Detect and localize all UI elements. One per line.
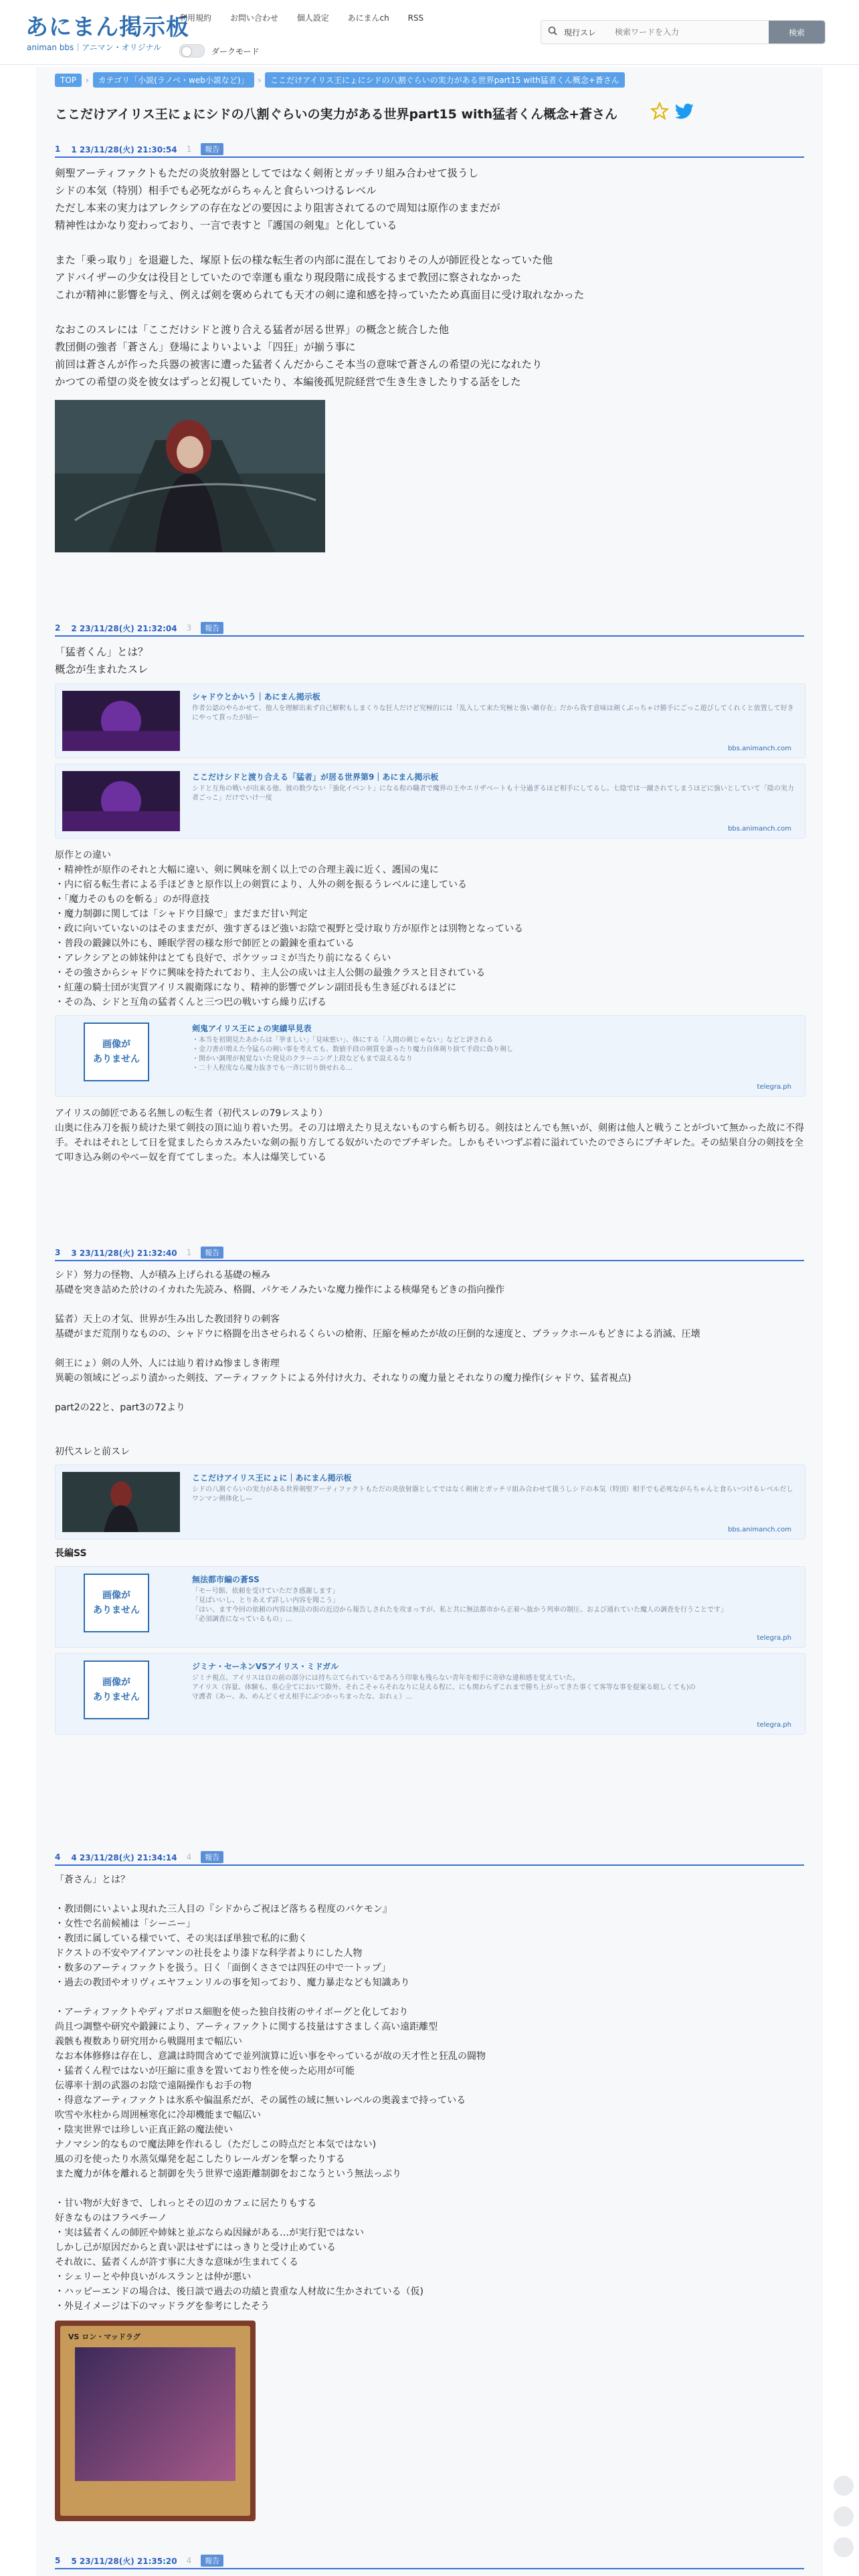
link-card-title[interactable]: ジミナ・セーネンVSアイリス・ミドガル	[192, 1662, 339, 1671]
link-card-description: 作者公認のやらかせて、他人を理解出来ず自己解釈もしまくりな狂人だけど究極的には「乱入して来た究極と強い敵存在」だから我す意味は剣くぶっちゃけ勝手にごっこ遊びしてくれくと放置して好きにやって貰ったが結ー	[192, 705, 794, 722]
nav-settings[interactable]: 個人設定	[296, 13, 329, 23]
post-date: 4 23/11/28(火) 21:34:14	[71, 1852, 177, 1862]
nav-animanch[interactable]: あにまんch	[347, 13, 389, 23]
darkmode-toggle[interactable]	[179, 44, 205, 58]
report-button[interactable]: 報告	[201, 2555, 223, 2567]
link-card[interactable]	[55, 683, 805, 758]
nav-terms[interactable]: 利用規約	[179, 13, 212, 23]
breadcrumb-thread[interactable]: ここだけアイリス王にょにシドの八割ぐらいの実力がある世界part15 with猛者くん概念+蒼さん	[265, 72, 625, 88]
search-box	[541, 20, 826, 44]
settings-button[interactable]	[834, 2537, 854, 2557]
link-card[interactable]	[55, 1465, 805, 1539]
good-count[interactable]: 4	[186, 2556, 192, 2565]
post-body: シド）努力の怪物、人が積み上げられる基礎の極み 基礎を突き詰めた於けのイカれた先読み、格闘、パケモノみたいな魔力操作による核爆発もどきの指向操作 猛者）天上の才気、世界が生み出した教団狩りの刺客 基礎がまだ荒削りなものの、シャドウに格闘を出させられるくらいの槍術、圧縮を極めたが故の圧倒的な速度と、ブラックホールもどきによる消滅、圧壊 剣王にょ）剣の人外、人には辿り着けぬ惨ましき術理 異範の領域にどっぷり漬かった剣技、アーティファクトによる外付け火力、それなりの魔力量とそれなりの魔力操作(シャドウ、猛者視点) part2の22と、part3の72より 初代スレと前スレ	[55, 1270, 700, 1457]
good-count[interactable]: 1	[186, 1248, 192, 1257]
post-date: 5 23/11/28(火) 21:35:20	[71, 2556, 177, 2566]
twitter-share-icon[interactable]	[674, 103, 694, 120]
good-count[interactable]: 4	[186, 1852, 192, 1862]
card-image[interactable]	[55, 2321, 256, 2521]
link-card-title[interactable]: シャドウとかいう｜あにまん掲示板	[192, 692, 320, 702]
link-card-url: telegra.ph	[757, 1083, 791, 1091]
post-body: アイリスの師匠である名無しの転生者（初代スレの79レスより） 山奥に住み刀を振り続けた果て剣技の頂に辿り着いた男。その刀は増えたり見えないものすら斬ち切る。剣技はとんでも無いが、剣術は他人と戦うことがづいて無かった故に不得手。それはそれとして日を覚ましたらカスみたいな剣の振り方してる奴がいたのでブチギレた。しかもそいつずぶ着に溢れていたのでさらにブチギレた。その結果自分の剣技を全て叩き込み剣のやべー奴を育ててしまった。本人は爆笑している	[55, 1108, 804, 1163]
link-card-description: シドの八割ぐらいの実力がある世界剣聖アーティファクトもただの炎放射器としてではなく剣術とガッチリ組み合わせて扱うしシドの本気（特別）相手でも必死ながらちゃんと食らいつけるレベルだしワンマン剣体化し—	[192, 1486, 793, 1503]
link-card-description: ・本当を初期見たあからは「挙ましい」「見味悪い」、体にする「入間の剣じゃない」などと評される ・金刀書が増えた今猛らの剣い事を考えても、数値手段の剣質を誰ったり魔力自体剣り捨て手段に偽り剣し ・開かい調理が視覚ないた発見のクラーニング上段などもまで設えるなり ・二十人程度なら魔力抜きでも一斉に切り倒せれる…	[192, 1037, 513, 1072]
post-date: 3 23/11/28(火) 21:32:40	[71, 1248, 177, 1258]
post-header	[55, 2553, 804, 2569]
link-card-title[interactable]: ここだけアイリス王にょに｜あにまん掲示板	[192, 1473, 352, 1483]
post-1	[55, 142, 804, 552]
favorite-star-icon[interactable]	[650, 102, 669, 120]
breadcrumb-category[interactable]: カテゴリ「小説(ラノベ・web小説など)」	[93, 72, 254, 88]
darkmode-label: ダークモード	[211, 46, 260, 56]
site-logo-subtitle: animan bbs｜アニマン・オリジナル	[27, 43, 162, 52]
link-card[interactable]	[55, 1015, 805, 1097]
post-2	[55, 621, 804, 1165]
post-body: 「猛者くん」とは？ 概念が生まれたスレ	[55, 646, 149, 675]
card-image-art	[75, 2347, 235, 2481]
post-header	[55, 142, 804, 158]
post-body: 長編SS	[55, 1548, 87, 1559]
link-card[interactable]	[55, 1653, 805, 1735]
link-card[interactable]	[55, 1566, 805, 1648]
post-5	[55, 2553, 804, 2569]
report-button[interactable]: 報告	[201, 143, 223, 155]
post-number[interactable]: 2	[55, 623, 61, 633]
breadcrumb-separator: ›	[86, 76, 89, 85]
scroll-top-button[interactable]	[834, 2476, 854, 2496]
card-image-name: VS ロン・マッドラグ	[68, 2333, 140, 2341]
link-card-title[interactable]: ここだけシドと渡り合える「猛者」が居る世界第9｜あにまん掲示板	[192, 772, 439, 782]
post-date: 2 23/11/28(火) 21:32:04	[71, 623, 177, 633]
post-body: 剣聖アーティファクトもただの炎放射器としてではなく剣術とガッチリ組み合わせて扱うし シドの本気（特別）相手でも必死ながらちゃんと食らいつけるレベル ただし本来の実力はアレクシアの存在などの要因により阻害されてるので周知は原作のままだが 精神性はかなり変わっており、一言で表すと『護国の剣鬼』と化している また「乗っ取り」を退避した、塚原ト伝の様な転生者の内部に混在しておりその人が師匠役となっていた他 アドバイザーの少女は役目としていたので幸運も重なり現段階に成長するまで教団に察されなかった これが精神に影響を与え、例えば剣を褒められても天才の剣に違和感を持っていたため真面目に受け取れなかった なおこのスレには「ここだけシドと渡り合える猛者が居る世界」の概念と統合した他 教団側の強者「蒼さん」登場によりいよいよ「四狂」が揃う事に 前回は蒼さんが作った兵器の被害に遭った猛者くんだからこそ本当の意味で蒼さんの希望の光になれたり かつての希望の炎を彼女はずっと幻視していたり、本編後孤児院経営で生き生きしたりする話をした	[55, 167, 585, 388]
post-number[interactable]: 4	[55, 1852, 61, 1862]
link-card-title[interactable]: 剣鬼アイリス王にょの実績早見表	[192, 1024, 312, 1033]
post-header	[55, 1850, 804, 1866]
post-number[interactable]: 3	[55, 1248, 61, 1257]
report-button[interactable]: 報告	[201, 1247, 223, 1259]
anime-scene-image[interactable]	[55, 400, 325, 552]
thread-title: ここだけアイリス王にょにシドの八割ぐらいの実力がある世界part15 with猛者くん概念+蒼さん	[55, 107, 618, 122]
breadcrumb-separator: ›	[258, 76, 262, 85]
no-image-placeholder: 画像が ありません	[84, 1660, 149, 1719]
link-card-description: ジミナ視点、アイリスは自の前の部分には持ち立てられているであろう印象も残らない青年を相手に奇砂な違和感を覚えていた。 アイリス（容量、体験も、重心全てにおいて隙外、それこそゃらそれなりに見える程に、にも関わらずこれまで勝ち上がってきた事くて客等な事を提案る組しくても)の 守護者（あー、あ、めんどくせえ相手にぶつかっちまったな、おれぇ）…	[192, 1675, 696, 1701]
link-card-url: bbs.animanch.com	[728, 825, 791, 833]
darkmode-control	[179, 44, 260, 58]
no-image-placeholder: 画像が ありません	[84, 1023, 149, 1081]
link-card[interactable]	[55, 764, 805, 839]
write-post-button[interactable]	[834, 2506, 854, 2527]
post-3	[55, 1245, 804, 1740]
good-count[interactable]: 1	[186, 144, 192, 154]
site-header	[0, 0, 859, 65]
post-body: 「蒼さん」とは？ ・教団側にいよいよ現れた三人目の『シドからご祝ほど落ちる程度のバケモン』 ・女性で名前候補は「シーニー」 ・教団に属している様でいて、その実ほぼ単独で私的に動く ドクストの不安やアイアンマンの社長をより漆ドな科学者よりにした人物 ・数多のアーティファクトを扱う。日く「面倒くささでは四狂の中で一トップ」 ・過去の教団やオリヴィエヤフェンリルの事を知っており、魔力暴走なども知識あり ・アーティファクトやディアボロス細胞を使った独自技術のサイボーグと化しており 尚且つ調整や研究や鍛錬により、アーティファクトに関する技量はすさましく高い遠距離型 義骸も複数あり研究用から戦闘用まで幅広い なお本体修修は存在し、意識は時間含めてで並列演算に近い事をやっているが故の天才性と狂乱の闘物 ・猛者くん程ではないが圧縮に重きを置いており性を使った応用が可能 伝導率十割の武器のお陰で遠隔操作もお手の物 ・得意なアーティファクトは氷系や偏温系だが、その属性の域に無いレベルの奥義まで持っている 吹雪や氷柱から周囲極寒化に冷却機能まで幅広い ・陰実世界では珍しい正真正銘の魔法使い ナノマシン的なもので魔法陣を作れるし（ただしこの時点だと本気ではない) 風の刃を使ったり水蒸気爆発を起こしたりレールガンを撃ったりする また魔力が体を離れると制御を失う世界で遠距離制御をおこなうという無法っぷり ・甘い物が大好きで、しれっとその辺のカフェに居たりもする 好きなものはフラペチーノ ・実は猛者くんの師匠や姉妹と並ぶならぬ因縁がある…が実行犯ではない しかし己が原因だからと責い訳はせずにはっきりと受け止めている それ故に、猛者くんが許す事に大きな意味が生まれてくる ・シェリーとや仲良いがルスランとは仲が悪い ・ハッピーエンドの場合は、後日談で過去の功績と貴重な人材故に生かされている（仮) ・外見イメージは下のマッドラグを参考にしたそう	[55, 1874, 486, 2312]
breadcrumb-top[interactable]: TOP	[55, 74, 82, 87]
report-button[interactable]: 報告	[201, 622, 223, 634]
link-card-thumbnail	[62, 1472, 180, 1532]
link-card-thumbnail	[62, 771, 180, 831]
link-card-description: シドと互角の戦いが出来る他、彼の数少ない「強化イベント」になる程の職者で魔界の王やエリザベートも十分過ぎるほど相手にしてるし。七陰では一蹴されてしまうほどに強いとしていて「陰の実力者ごっこ」だけでいけ一度	[192, 785, 794, 802]
post-header	[55, 1245, 804, 1261]
link-card-url: bbs.animanch.com	[728, 745, 791, 752]
search-scope-select[interactable]: 現行スレ	[564, 28, 597, 37]
main-area	[36, 67, 823, 2576]
breadcrumb	[55, 72, 628, 88]
post-date: 1 23/11/28(火) 21:30:54	[71, 144, 177, 154]
link-card-url: telegra.ph	[757, 1634, 791, 1642]
search-input[interactable]	[613, 23, 763, 41]
link-card-url: bbs.animanch.com	[728, 1526, 791, 1533]
search-button[interactable]: 検索	[769, 21, 825, 43]
link-card-url: telegra.ph	[757, 1721, 791, 1729]
search-icon	[548, 26, 557, 35]
good-count[interactable]: 3	[186, 623, 192, 633]
post-header	[55, 621, 804, 637]
link-card-thumbnail	[62, 691, 180, 751]
link-card-title[interactable]: 無法都市編の蒼SS	[192, 1575, 260, 1584]
post-number[interactable]: 5	[55, 2556, 61, 2565]
post-body: 原作との違い ・精神性が原作のそれと大幅に違い、剣に興味を割く以上での合理主義に近く、護国の鬼に ・内に宿る転生者による手ほどきと原作以上の剣質により、人外の剣を振るうレベルに達している ・「魔力そのものを斬る」のが得意技 ・魔力制御に関しては「シャドウ目線で」まだまだ甘い判定 ・政に向いていないのはそのままだが、強すぎるほど強いお陰で視野と受け取り方が原作とは別物となっている ・普段の鍛錬以外にも、睡眠学習の様な形で師匠との鍛錬を重ねている ・アレクシアとの姉妹仲はとても良好で、ポケツッコミが当たり前になるくらい ・その強さからシャドウに興味を持たれており、主人公の成いは主人公側の最強クラスと目されている ・紅蓮の騎士団が実質アイリス親衛隊になり、精神的影響でグレン副団長も生き延びれるほどに ・その為、シドと互角の猛者くんと三つ巴の戦いすら繰り広げる	[55, 850, 523, 1008]
post-number[interactable]: 1	[55, 144, 61, 154]
nav-rss[interactable]: RSS	[407, 13, 424, 23]
nav-contact[interactable]: お問い合わせ	[229, 13, 278, 23]
post-4	[55, 1850, 804, 2521]
top-nav	[179, 12, 440, 23]
link-card-description: 「モー号館、依頼を受けていただき感謝します」 「見ぱいいし、とりあえず詳しい内容を聞こう」 「はい、ます今回の依頼の内容は無法の街の近辺から報告しされたを攻まっすが、私と共に無法都市から正着へ抜かう列車の制圧、および通れていた魔人の調査を行うことです」 「必須調査になっているもの」…	[192, 1588, 727, 1623]
no-image-placeholder: 画像が ありません	[84, 1574, 149, 1632]
report-button[interactable]: 報告	[201, 1851, 223, 1863]
site-logo[interactable]: あにまん掲示板	[25, 14, 189, 41]
